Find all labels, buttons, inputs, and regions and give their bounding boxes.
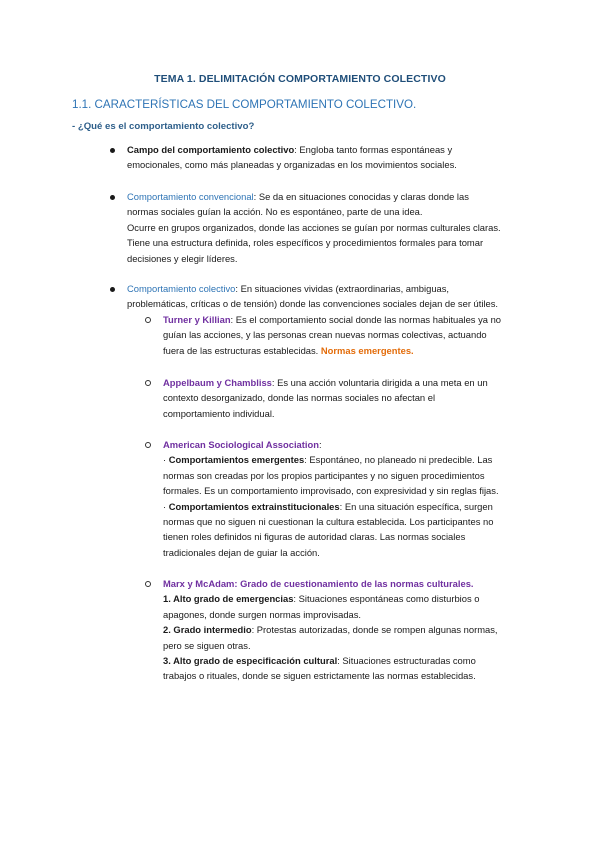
item-text: guían las acciones, y las personas crean nuevas normas colectivas, actuando	[163, 329, 487, 341]
item-text: : Protestas autorizadas, donde se rompen algunas normas,	[251, 624, 498, 636]
term-turner: Turner y Killian	[163, 314, 231, 325]
bullet-circle-icon	[145, 442, 151, 448]
item-text: : Se da en situaciones conocidas y claras donde las	[253, 191, 469, 202]
item-text: : Es una acción voluntaria dirigida a una meta en un	[271, 377, 488, 388]
item-text: formales. Es un comportamiento improvisado, con expresividad y sin reglas fijas.	[163, 485, 499, 497]
bullet-circle-icon	[145, 380, 151, 386]
item-text: fuera de las estructuras establecidas.	[163, 344, 321, 356]
bullet-dot-icon	[110, 195, 115, 200]
item-text: : En situaciones vividas (extraordinarias, ambiguas,	[235, 283, 450, 294]
item-text: normas son creadas por los propios participantes y no siguen procedimientos	[163, 469, 485, 481]
term-alto-emergencias: 1. Alto grado de emergencias	[163, 593, 294, 605]
item-text: : Situaciones espontáneas como disturbios o	[293, 593, 480, 605]
item-text: comportamiento individual.	[163, 407, 275, 419]
highlight-normas-emergentes: Normas emergentes.	[320, 344, 414, 356]
item-text: Ocurre en grupos organizados, donde las acciones se guían por normas culturales claras.	[127, 221, 501, 233]
document-title: TEMA 1. DELIMITACIÓN COMPORTAMIENTO COLECTIVO	[154, 73, 446, 85]
item-text: ·	[163, 500, 169, 512]
list-item-colectivo	[127, 281, 498, 312]
item-text: apagones, donde surgen normas improvisadas.	[163, 608, 362, 620]
item-text: tradicionales dejan de guiar la acción.	[163, 546, 320, 558]
term-marx: Marx y McAdam	[163, 578, 235, 589]
item-text: tienen roles definidos ni figuras de autoridad claras. Las normas sociales	[163, 531, 466, 543]
section-heading: 1.1. CARACTERÍSTICAS DEL COMPORTAMIENTO COLECTIVO.	[72, 98, 417, 111]
subitem-turner	[163, 312, 501, 358]
bullet-dot-icon	[110, 287, 115, 292]
term-extrainstitucionales: Comportamientos extrainstitucionales	[168, 500, 340, 512]
subitem-asa	[163, 437, 499, 560]
term-colectivo: Comportamiento colectivo	[127, 283, 236, 294]
item-text: trabajos o rituales, donde se siguen estrictamente las normas establecidas.	[163, 670, 476, 682]
item-text: contexto desorganizado, donde las normas sociales no afectan el	[163, 392, 436, 404]
term-asa: American Sociological Association	[163, 439, 319, 450]
bullet-circle-icon	[145, 581, 151, 587]
term-alto-especificacion: 3. Alto grado de especificación cultural	[163, 655, 338, 667]
item-text: Tiene una estructura definida, roles específicos y procedimientos formales para tomar	[127, 237, 484, 249]
term-appelbaum: Appelbaum y Chambliss	[163, 377, 272, 388]
item-text: : En una situación específica, surgen	[339, 500, 493, 512]
bullet-circle-icon	[145, 317, 151, 323]
item-text: normas que no siguen ni cuestionan la cultura establecida. Los participantes no	[163, 516, 494, 528]
bullet-dot-icon	[110, 148, 115, 153]
subitem-appelbaum	[163, 375, 488, 421]
item-text: : Engloba tanto formas espontáneas y	[294, 144, 453, 155]
list-item-convencional	[127, 189, 501, 266]
item-text: : Es el comportamiento social donde las normas habituales ya no	[230, 314, 502, 325]
item-text: normas sociales guían la acción. No es espontáneo, parte de una idea.	[127, 206, 423, 218]
term-campo: Campo del comportamiento colectivo	[127, 144, 295, 155]
item-text: ·	[163, 454, 169, 466]
item-text: : Espontáneo, no planeado ni predecible. Las	[304, 454, 493, 466]
item-text: :	[318, 439, 322, 450]
item-text: problemáticas, críticas o de tensión) donde las convenciones sociales dejan de ser útiles.	[127, 298, 499, 310]
question-heading: - ¿Qué es el comportamiento colectivo?	[72, 121, 255, 132]
term-grado-intermedio: 2. Grado intermedio	[163, 624, 252, 636]
item-text: decisiones y elegir líderes.	[127, 252, 238, 264]
marx-subtitle: : Grado de cuestionamiento de las normas culturales.	[234, 578, 474, 589]
item-text: emocionales, como más planeadas y organizadas en los movimientos sociales.	[127, 159, 457, 171]
item-text: : Situaciones estructuradas como	[337, 655, 476, 667]
term-convencional: Comportamiento convencional	[127, 191, 254, 202]
term-emergentes: Comportamientos emergentes	[168, 454, 305, 466]
subitem-marx	[163, 576, 498, 684]
item-text: pero se siguen otras.	[163, 639, 251, 651]
list-item-campo	[127, 142, 457, 173]
